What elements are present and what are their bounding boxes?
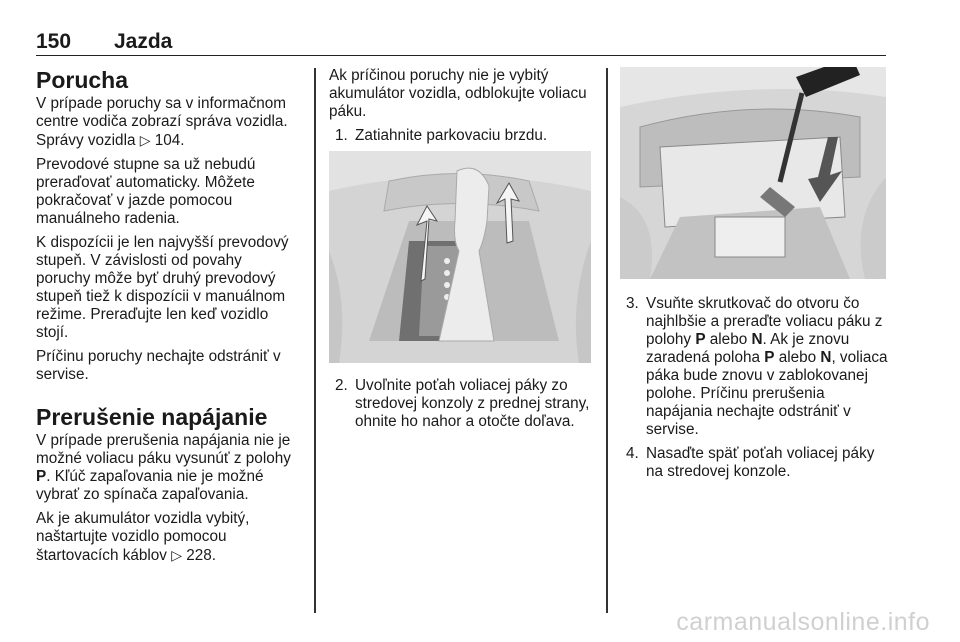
page-reference-arrow-icon: ▷ [139,132,151,148]
paragraph: Príčinu poruchy nechajte odstrániť v servise. [36,348,281,383]
page-reference-arrow-icon: ▷ [171,547,182,563]
paragraph: Ak je akumulátor vozidla vybitý, naštartujte vozidlo pomocou štartovacích káblov ▷ 228. [36,510,250,564]
list-item: 1. Zatiahnite parkovaciu brzdu. [335,127,548,144]
column-right [620,67,888,487]
column-left [36,67,300,571]
screwdriver-drawing [620,67,886,279]
illustration-gear-lever [329,151,591,363]
paragraph: Prevodové stupne sa už nebudú preraďovať automaticky. Môžete pokračovať v jazde pomocou manuálneho radenia. [36,156,256,227]
list-item: 2. Uvoľnite poťah voliacej páky zo stredovej konzoly z prednej strany, ohnite ho nahor a otočte doľava. [335,377,590,430]
heading-porucha: Porucha [36,67,129,93]
list-item: 3. Vsuňte skrutkovač do otvoru čo najhlbšie a preraďte voliacu páku z polohy P alebo N. Ak je znovu zaradená poloha P alebo N, voliaca páka bude znovu v zablokovanej polohe. Príčinu prerušenia napájania nechajte odstrániť v servise. [626,295,888,438]
page-header [36,26,886,56]
paragraph: K dispozícii je len najvyšší prevodový stupeň. V závislosti od povahy poruchy môže byť druhý prevodový stupeň tiež k dispozícii v manuálnom režime. Preraďujte len keď vozidlo stojí. [36,234,289,341]
paragraph: V prípade prerušenia napájania nie je možné voliacu páku vysunúť z polohy P. Kľúč zapaľovania nie je možné vybrať zo spínača zapaľovania. [36,432,291,503]
column-divider [606,68,608,613]
list-item: 4. Nasaďte späť poťah voliacej páky na stredovej konzole. [626,445,875,480]
step-list [329,377,593,431]
page-reference[interactable]: 228. [186,547,216,564]
illustration-screwdriver [620,67,886,279]
watermark: carmanualsonline.info [676,608,930,636]
section-title: Jazda [114,30,173,53]
page-reference[interactable]: 104. [154,132,185,149]
paragraph: Ak príčinou poruchy nie je vybitý akumulátor vozidla, odblokujte voliacu páku. [329,67,587,120]
column-divider [314,68,316,613]
column-middle [329,67,593,437]
page-number: 150 [36,30,72,53]
paragraph: V prípade poruchy sa v informačnom centre vodiča zobrazí správa vozidla. Správy vozidla ▷ 104. [36,95,288,149]
step-list [620,295,888,481]
gear-lever-drawing [329,151,591,363]
heading-prerusenie-napajanie: Prerušenie napájanie [36,404,268,430]
step-list [329,127,593,145]
